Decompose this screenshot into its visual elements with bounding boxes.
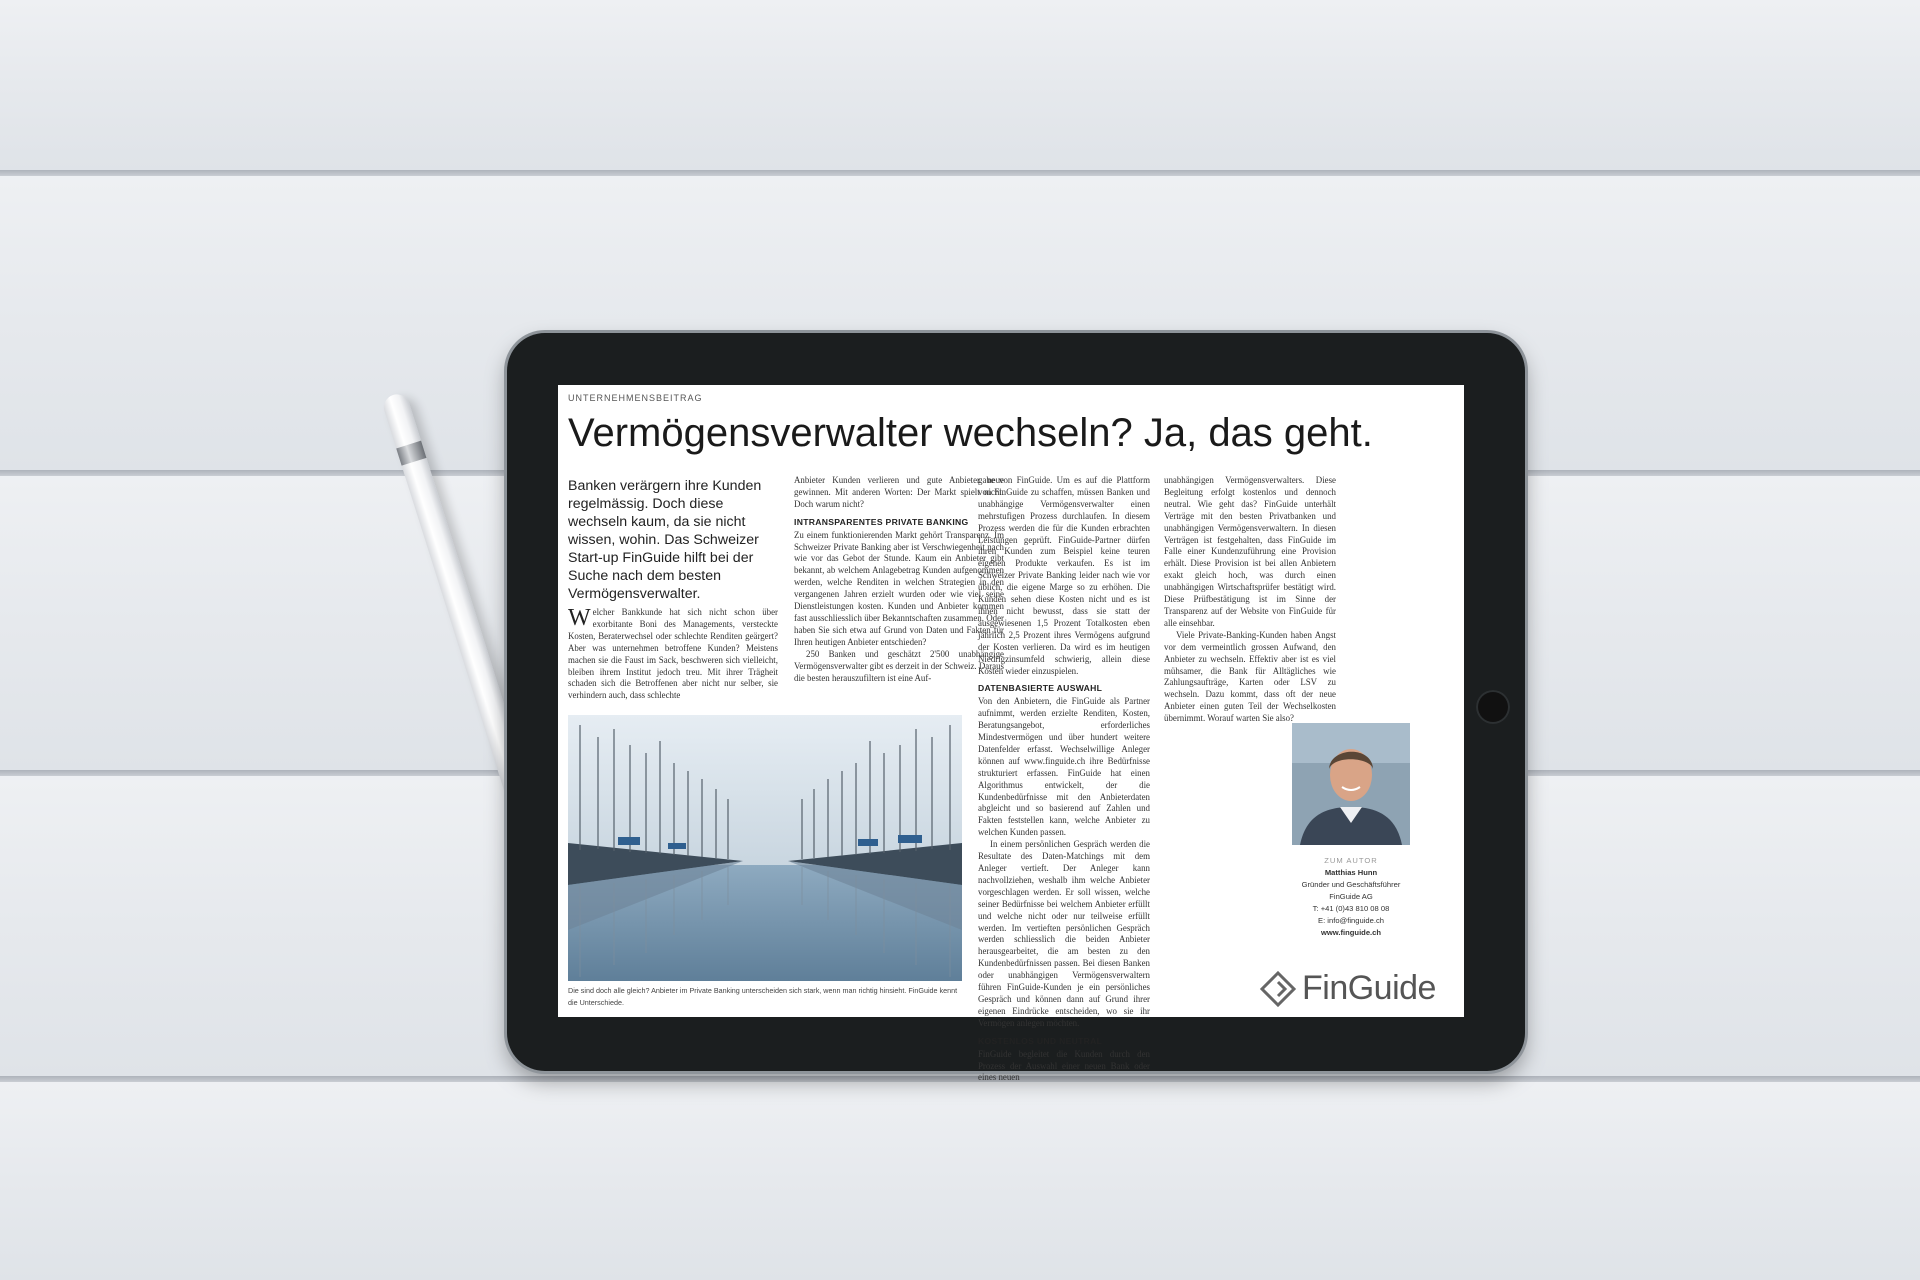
paragraph: Von den Anbietern, die FinGuide als Partner aufnimmt, werden erzielte Renditen, Kosten, Beratungsangebot, erforderliches Mindestvermögen und über hundert weitere Datenfelder erfasst. Wechselwillige Anleger können auf www.finguide.ch ihre Bedürfnisse strukturiert erfassen. FinGuide hat einen Algorithmus entwickelt, der die Kundenbedürfnisse mit den Anbieterdaten abgleicht und so basierend auf Zahlen und Fakten feststellen kann, welche Anbieter zu welchen Kunden passen.: [978, 696, 1150, 838]
author-website[interactable]: www.finguide.ch: [1320, 928, 1382, 937]
paragraph: elcher Bankkunde hat sich nicht schon über exorbitante Boni des Managements, versteckte Kosten, Beraterwechsel oder schlechte Renditen geärgert? Aber was unternehmen betroffene Kunden? Meistens machen sie die Faust im Sack, beschweren sich vielleicht, bleiben ihrem Institut jedoch treu. Mit ihrer Trägheit schaden sich die Betroffenen aber nicht nur selber, sie verhindern auch, dass schlechte: [568, 607, 778, 701]
paragraph: In einem persönlichen Gespräch werden die Resultate des Daten-Matchings mit dem Anleger vertieft. Der Anleger kann nachvollziehen, weshalb ihm welche Anbieter vorgeschlagen werden. Er soll wissen, welche seiner Bedürfnisse bei welchem Anbieter erfüllt und welche nicht oder nur teilweise erfüllt werden. Im vertieften persönlichen Gespräch werden schliesslich die beiden Anbieter herausgearbeitet, die am besten zu den Kundenbedürfnissen passen. Bei diesen Banken oder unabhängigen Vermögensverwaltern führen FinGuide-Kunden je ein persönliches Gespräch und können dann auf Grund ihrer eigenen Eindrücke entscheiden, wo sie ihr Vermögen anlegen möchten.: [978, 839, 1150, 1028]
author-portrait: [1292, 723, 1410, 845]
author-name: Matthias Hunn: [1324, 868, 1378, 877]
logo-text: FinGuide: [1302, 969, 1436, 1007]
paragraph: Viele Private-Banking-Kunden haben Angst vor dem vermeintlich grossen Aufwand, den Anbieter zu wechseln. Effektiv aber ist es viel mühsamer, die Bank für Alltägliches wie Zahlungsaufträge, Karten oder LSV zu wechseln. Dazu kommt, dass oft der neue Anbieter einen guten Teil der Wechselkosten übernimmt. Worauf warten Sie also?: [1164, 629, 1336, 724]
author-box: [1258, 855, 1444, 939]
paragraph: Zu einem funktionierenden Markt gehört Transparenz. Im Schweizer Private Banking aber ist Verschwiegenheit nach wie vor das Gebot der Stunde. Kaum ein Anbieter gibt bekannt, ab welchem Anlagebetrag Kunden aufgenommen werden, welche Renditen in welchen Strategien in den vergangenen Jahren erzielt wurden oder wie viel seine Dienstleistungen kosten. Kunden und Anbieter kommen fast ausschliesslich über Bekanntschaften zusammen. Oder haben Sie sich etwa auf Grund von Daten und Fakten für Ihren heutigen Anbieter entschieden?: [794, 529, 1004, 647]
article-column-4: [1164, 475, 1336, 725]
section-heading: DATENBASIERTE AUSWAHL: [978, 683, 1103, 694]
paragraph: Anbieter Kunden verlieren und gute Anbieter neue gewinnen. Mit anderen Worten: Der Markt spielt nicht. Doch warum nicht?: [794, 475, 1004, 509]
wood-plank: [0, 0, 1920, 170]
photo-caption: Die sind doch alle gleich? Anbieter im Private Banking unterscheiden sich stark, wenn man richtig hinsieht. FinGuide kennt die Unterschiede.: [568, 986, 958, 1007]
author-phone: T: +41 (0)43 810 08 08: [1312, 904, 1390, 913]
tablet-screen: [558, 385, 1464, 1083]
paragraph: FinGuide begleitet die Kunden durch den Prozess der Auswahl einer neuen Bank oder eines neuen: [978, 1048, 1150, 1083]
author-label: ZUM AUTOR: [1324, 856, 1378, 865]
section-heading: KOSTENLOS UND NEUTRAL: [978, 1035, 1103, 1046]
paragraph: unabhängigen Vermögensverwalters. Diese Begleitung erfolgt kostenlos und dennoch neutral. Wie geht das? FinGuide unterhält Verträge mit den besten Privatbanken und unabhängigen Vermögensverwaltern. In diesen Verträgen ist festgehalten, dass FinGuide im Falle einer Kundenzuführung eine Provision erhält. Diese Provision ist bei allen Anbietern exakt gleich hoch, was durch einen unabhängigen Wirtschaftsprüfer bestätigt wird. Diese Prüfbestätigung ist im Sinne der Transparenz auf der Website von FinGuide für alle einsehbar.: [1164, 475, 1336, 628]
paragraph: 250 Banken und geschätzt 2'500 unabhängige Vermögensverwalter gibt es derzeit in der Schweiz. Daraus die besten herauszufiltern ist eine Auf-: [794, 648, 1004, 683]
article-column-3: [978, 475, 1150, 1084]
paragraph: gabe von FinGuide. Um es auf die Plattform von FinGuide zu schaffen, müssen Banken und unabhängige Vermögensverwalter einen mehrstufigen Prozess durchlaufen. In diesem Prozess werden die für die Kunden erbrachten Leistungen geprüft. FinGuide-Partner dürfen ihren Kunden zum Beispiel keine teuren eigenen Produkte verkaufen. Es ist im Schweizer Private Banking leider nach wie vor üblich, die eigene Marge so zu erhöhen. Die Kunden sehen diese Kosten nicht und es ist ihnen nicht bewusst, dass sie statt der ausgewiesenen 1,5 Prozent Totalkosten eben jährlich 2,5 Prozent ihres Vermögens aufgrund der Kosten verlieren. Da wird es im heutigen Niedrigzinsumfeld schwierig, allein diese Kosten wieder einzuspielen.: [978, 475, 1150, 676]
marina-image: [568, 715, 962, 981]
wood-plank: [0, 1082, 1920, 1280]
author-email[interactable]: E: info@finguide.ch: [1318, 916, 1384, 925]
article-title: Vermögensverwalter wechseln? Ja, das geht.: [568, 411, 1373, 455]
author-photo: [1292, 723, 1410, 845]
diamond-logo-icon: [1258, 969, 1298, 1009]
section-heading: INTRANSPARENTES PRIVATE BANKING: [794, 516, 969, 527]
author-company: FinGuide AG: [1329, 892, 1373, 901]
article-column-1: [568, 607, 778, 702]
article-column-2: [794, 475, 1004, 684]
finguide-logo: [1258, 969, 1458, 1009]
marina-photo: [568, 715, 962, 981]
article-kicker: UNTERNEHMENSBEITRAG: [568, 393, 703, 403]
article-lead: Banken verärgern ihre Kunden regelmässig. Doch diese wechseln kaum, da sie nicht wissen, wohin. Das Schweizer Start-up FinGuide hilft bei der Suche nach dem besten Vermögensverwalter.: [568, 478, 762, 602]
author-role: Gründer und Geschäftsführer: [1301, 880, 1401, 889]
dropcap: W: [568, 605, 591, 631]
home-button[interactable]: [1476, 690, 1510, 724]
